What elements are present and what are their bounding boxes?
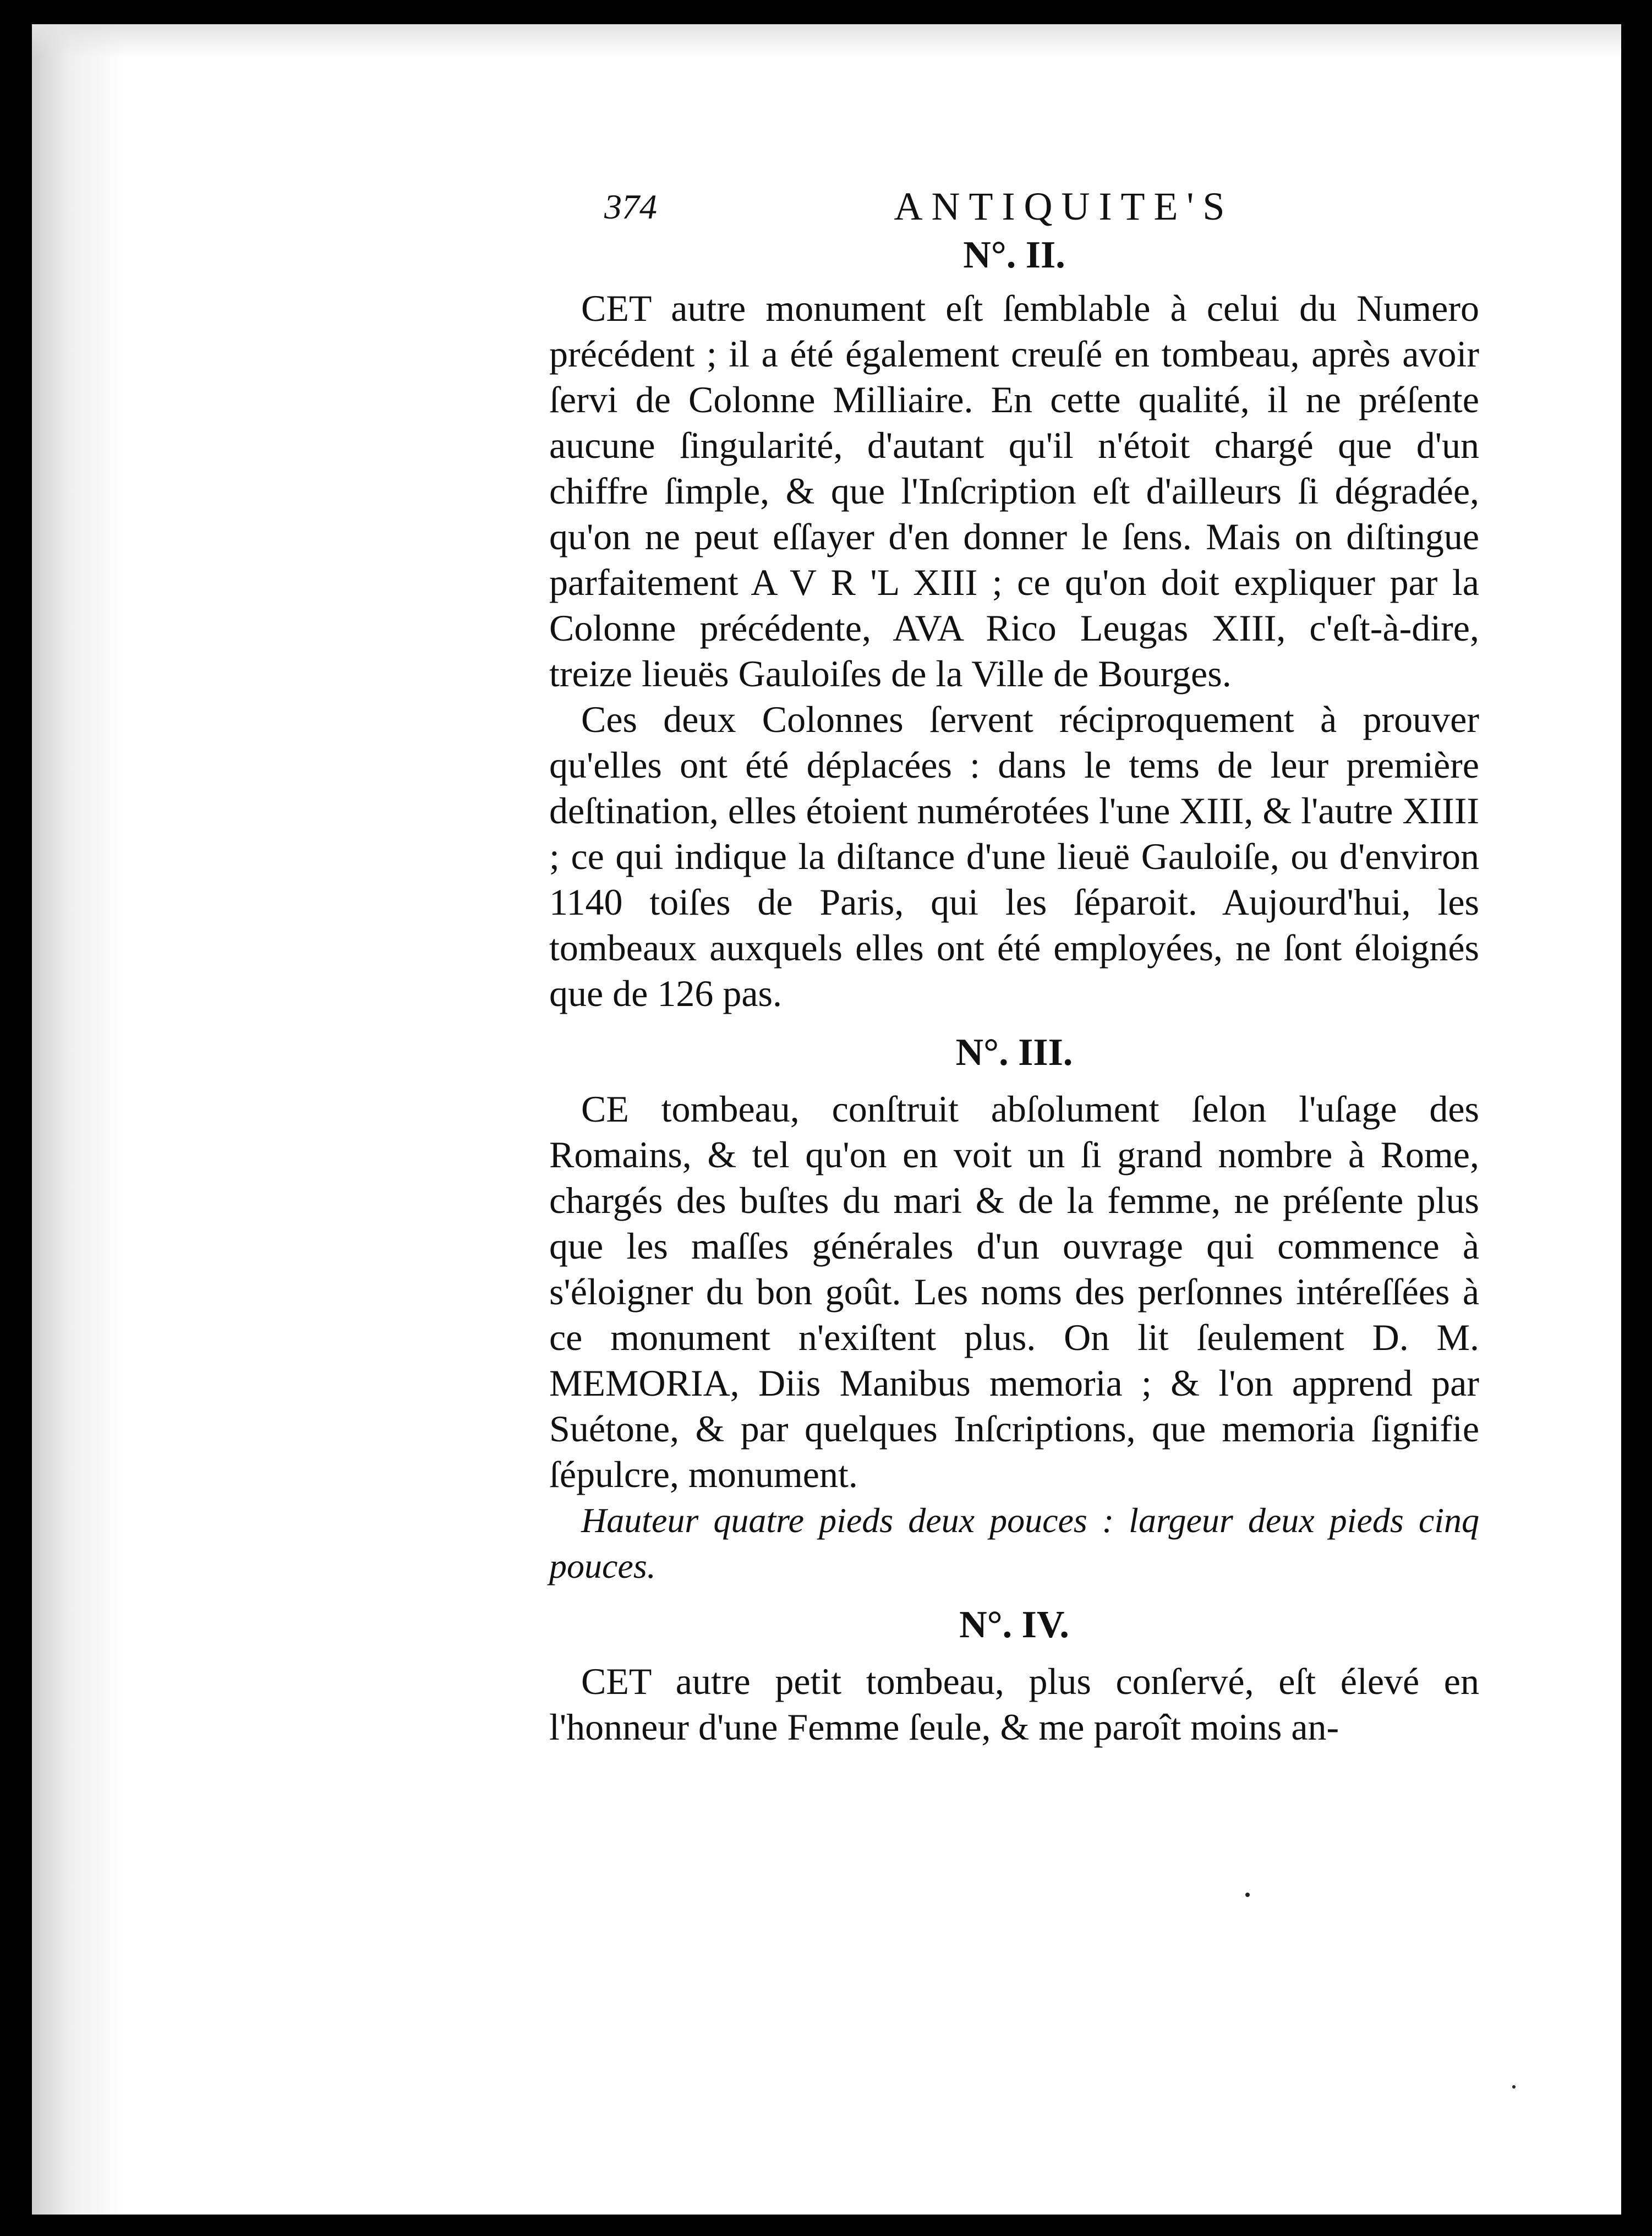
header-line bbox=[549, 184, 1479, 230]
page-number: 374 bbox=[604, 187, 657, 226]
section-heading-4: N°. IV. bbox=[959, 1604, 1069, 1646]
paragraph: CET autre petit tombeau, plus conſervé, eſt élevé en l'honneur d'une Femme ſeule, & me paroît moins an- bbox=[549, 1660, 1479, 1748]
paragraph: Ces deux Colonnes ſervent réciproquement à prouver qu'elles ont été déplacées : dans le tems de leur première deſtination, elles étoient numérotées l'une XIII, & l'autre XIIII ; ce qui indique la diſtance d'une lieuë Gauloiſe, ou d'environ 1140 toiſes de Paris, qui les ſéparoit. Aujourd'hui, les tombeaux auxquels elles ont été employées, ne ſont éloignés que de 126 pas. bbox=[549, 698, 1479, 1014]
ink-speck bbox=[1512, 2085, 1516, 2089]
page-top-shadow bbox=[32, 24, 1621, 57]
page-shadow-edge bbox=[32, 24, 125, 2215]
paragraph: CE tombeau, conſtruit abſolument ſelon l'uſage des Romains, & tel qu'on en voit un ſi grand nombre à Rome, chargés des buſtes du mari & de la femme, ne préſente plus que les maſſes générales d'un ouvrage qui commence à s'éloigner du bon goût. Les noms des perſonnes intéreſſées à ce monument n'exiſtent plus. On lit ſeulement D. M. MEMORIA, Diis Manibus memoria ; & l'on apprend par Suétone, & par quelques Inſcriptions, que memoria ſignifie ſépulcre, monument. bbox=[549, 1088, 1479, 1495]
ink-speck bbox=[1245, 1893, 1250, 1897]
section-heading-2: N°. II. bbox=[963, 234, 1065, 276]
running-head: ANTIQUITE'S bbox=[894, 184, 1234, 228]
dimensions-note: Hauteur quatre pieds deux pouces : largeur deux pieds cinq pouces. bbox=[549, 1501, 1479, 1586]
section-heading-3: N°. III. bbox=[955, 1031, 1073, 1074]
page-scan bbox=[32, 24, 1621, 2215]
text-block bbox=[549, 184, 1479, 1750]
paragraph: CET autre monument eſt ſemblable à celui du Numero précédent ; il a été également creuſé en tombeau, après avoir ſervi de Colonne Milliaire. En cette qualité, il ne préſente aucune ſingularité, d'autant qu'il n'étoit chargé que d'un chiffre ſimple, & que l'Inſcription eſt d'ailleurs ſi dégradée, qu'on ne peut eſſayer d'en donner le ſens. Mais on diſtingue parfaitement A V R 'L XIII ; ce qu'on doit expliquer par la Colonne précédente, AVA Rico Leugas XIII, c'eſt-à-dire, treize lieuës Gauloiſes de la Ville de Bourges. bbox=[549, 287, 1479, 695]
